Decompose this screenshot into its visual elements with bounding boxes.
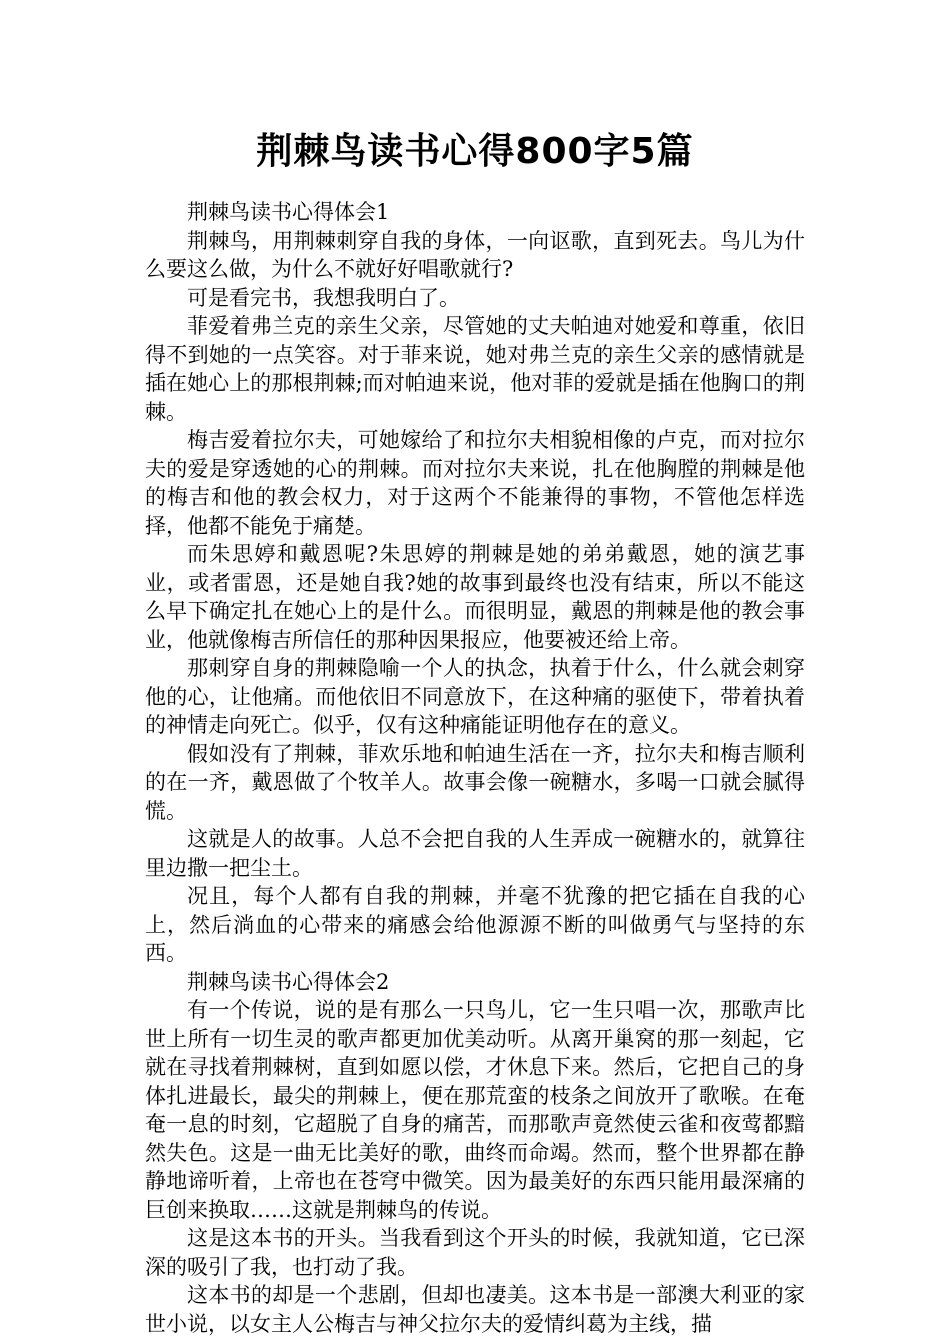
paragraph: 假如没有了荆棘，菲欢乐地和帕迪生活在一齐，拉尔夫和梅吉顺利的在一齐，戴恩做了个牧羊人。故事会像一碗糖水，多喝一口就会腻得慌。 [145, 741, 805, 823]
document-body [145, 198, 805, 1338]
paragraph: 而朱思婷和戴恩呢?朱思婷的荆棘是她的弟弟戴恩，她的演艺事业，或者雷恩，还是她自我?她的故事到最终也没有结束，所以不能这么早下确定扎在她心上的是什么。而很明显，戴恩的荆棘是他的教会事业，他就像梅吉所信任的那种因果报应，他要被还给上帝。 [145, 542, 805, 652]
paragraph: 这本书的却是一个悲剧，但却也凄美。这本书是一部澳大利亚的家世小说，以女主人公梅吉与神父拉尔夫的爱情纠葛为主线，描 [145, 1283, 805, 1336]
paragraph: 这就是人的故事。人总不会把自我的人生弄成一碗糖水的，就算往里边撒一把尘土。 [145, 827, 805, 880]
paragraph: 可是看完书，我想我明白了。 [187, 285, 460, 310]
paragraph: 况且，每个人都有自我的荆棘，并毫不犹豫的把它插在自我的心上，然后淌血的心带来的痛感会给他源源不断的叫做勇气与坚持的东西。 [145, 884, 805, 965]
section-heading: 荆棘鸟读书心得体会1 [187, 200, 390, 224]
document-title: 荆棘鸟读书心得800字5篇 [256, 131, 694, 172]
paragraph: 梅吉爱着拉尔夫，可她嫁给了和拉尔夫相貌相像的卢克，而对拉尔夫的爱是穿透她的心的荆棘。而对拉尔夫来说，扎在他胸膛的荆棘是他的梅吉和他的教会权力，对于这两个不能兼得的事物，不管他怎样选择，他都不能免于痛楚。 [145, 428, 805, 538]
document-page [145, 128, 805, 1338]
paragraph: 有一个传说，说的是有那么一只鸟儿，它一生只唱一次，那歌声比世上所有一切生灵的歌声都更加优美动听。从离开巢窝的那一刻起，它就在寻找着荆棘树，直到如愿以偿，才休息下来。然后，它把自己的身体扎进最长，最尖的荆棘上，便在那荒蛮的枝条之间放开了歌喉。在奄奄一息的时刻，它超脱了自身的痛苦，而那歌声竟然使云雀和夜莺都黯然失色。这是一曲无比美好的歌，曲终而命竭。然而，整个世界都在静静地谛听着，上帝也在苍穹中微笑。因为最美好的东西只能用最深痛的巨创来换取……这就是荆棘鸟的传说。 [145, 998, 805, 1222]
paragraph: 那刺穿自身的荆棘隐喻一个人的执念，执着于什么，什么就会刺穿他的心，让他痛。而他依旧不同意放下，在这种痛的驱使下，带着执着的神情走向死亡。似乎，仅有这种痛能证明他存在的意义。 [145, 656, 805, 737]
paragraph: 荆棘鸟，用荆棘刺穿自我的身体，一向讴歌，直到死去。鸟儿为什么要这么做，为什么不就好好唱歌就行? [145, 228, 805, 281]
paragraph: 菲爱着弗兰克的亲生父亲，尽管她的丈夫帕迪对她爱和尊重，依旧得不到她的一点笑容。对于菲来说，她对弗兰克的亲生父亲的感情就是插在她心上的那根荆棘;而对帕迪来说，他对菲的爱就是插在他胸口的荆棘。 [145, 314, 805, 424]
section-heading: 荆棘鸟读书心得体会2 [187, 969, 390, 994]
paragraph: 这是这本书的开头。当我看到这个开头的时候，我就知道，它已深深的吸引了我，也打动了我。 [145, 1226, 805, 1279]
